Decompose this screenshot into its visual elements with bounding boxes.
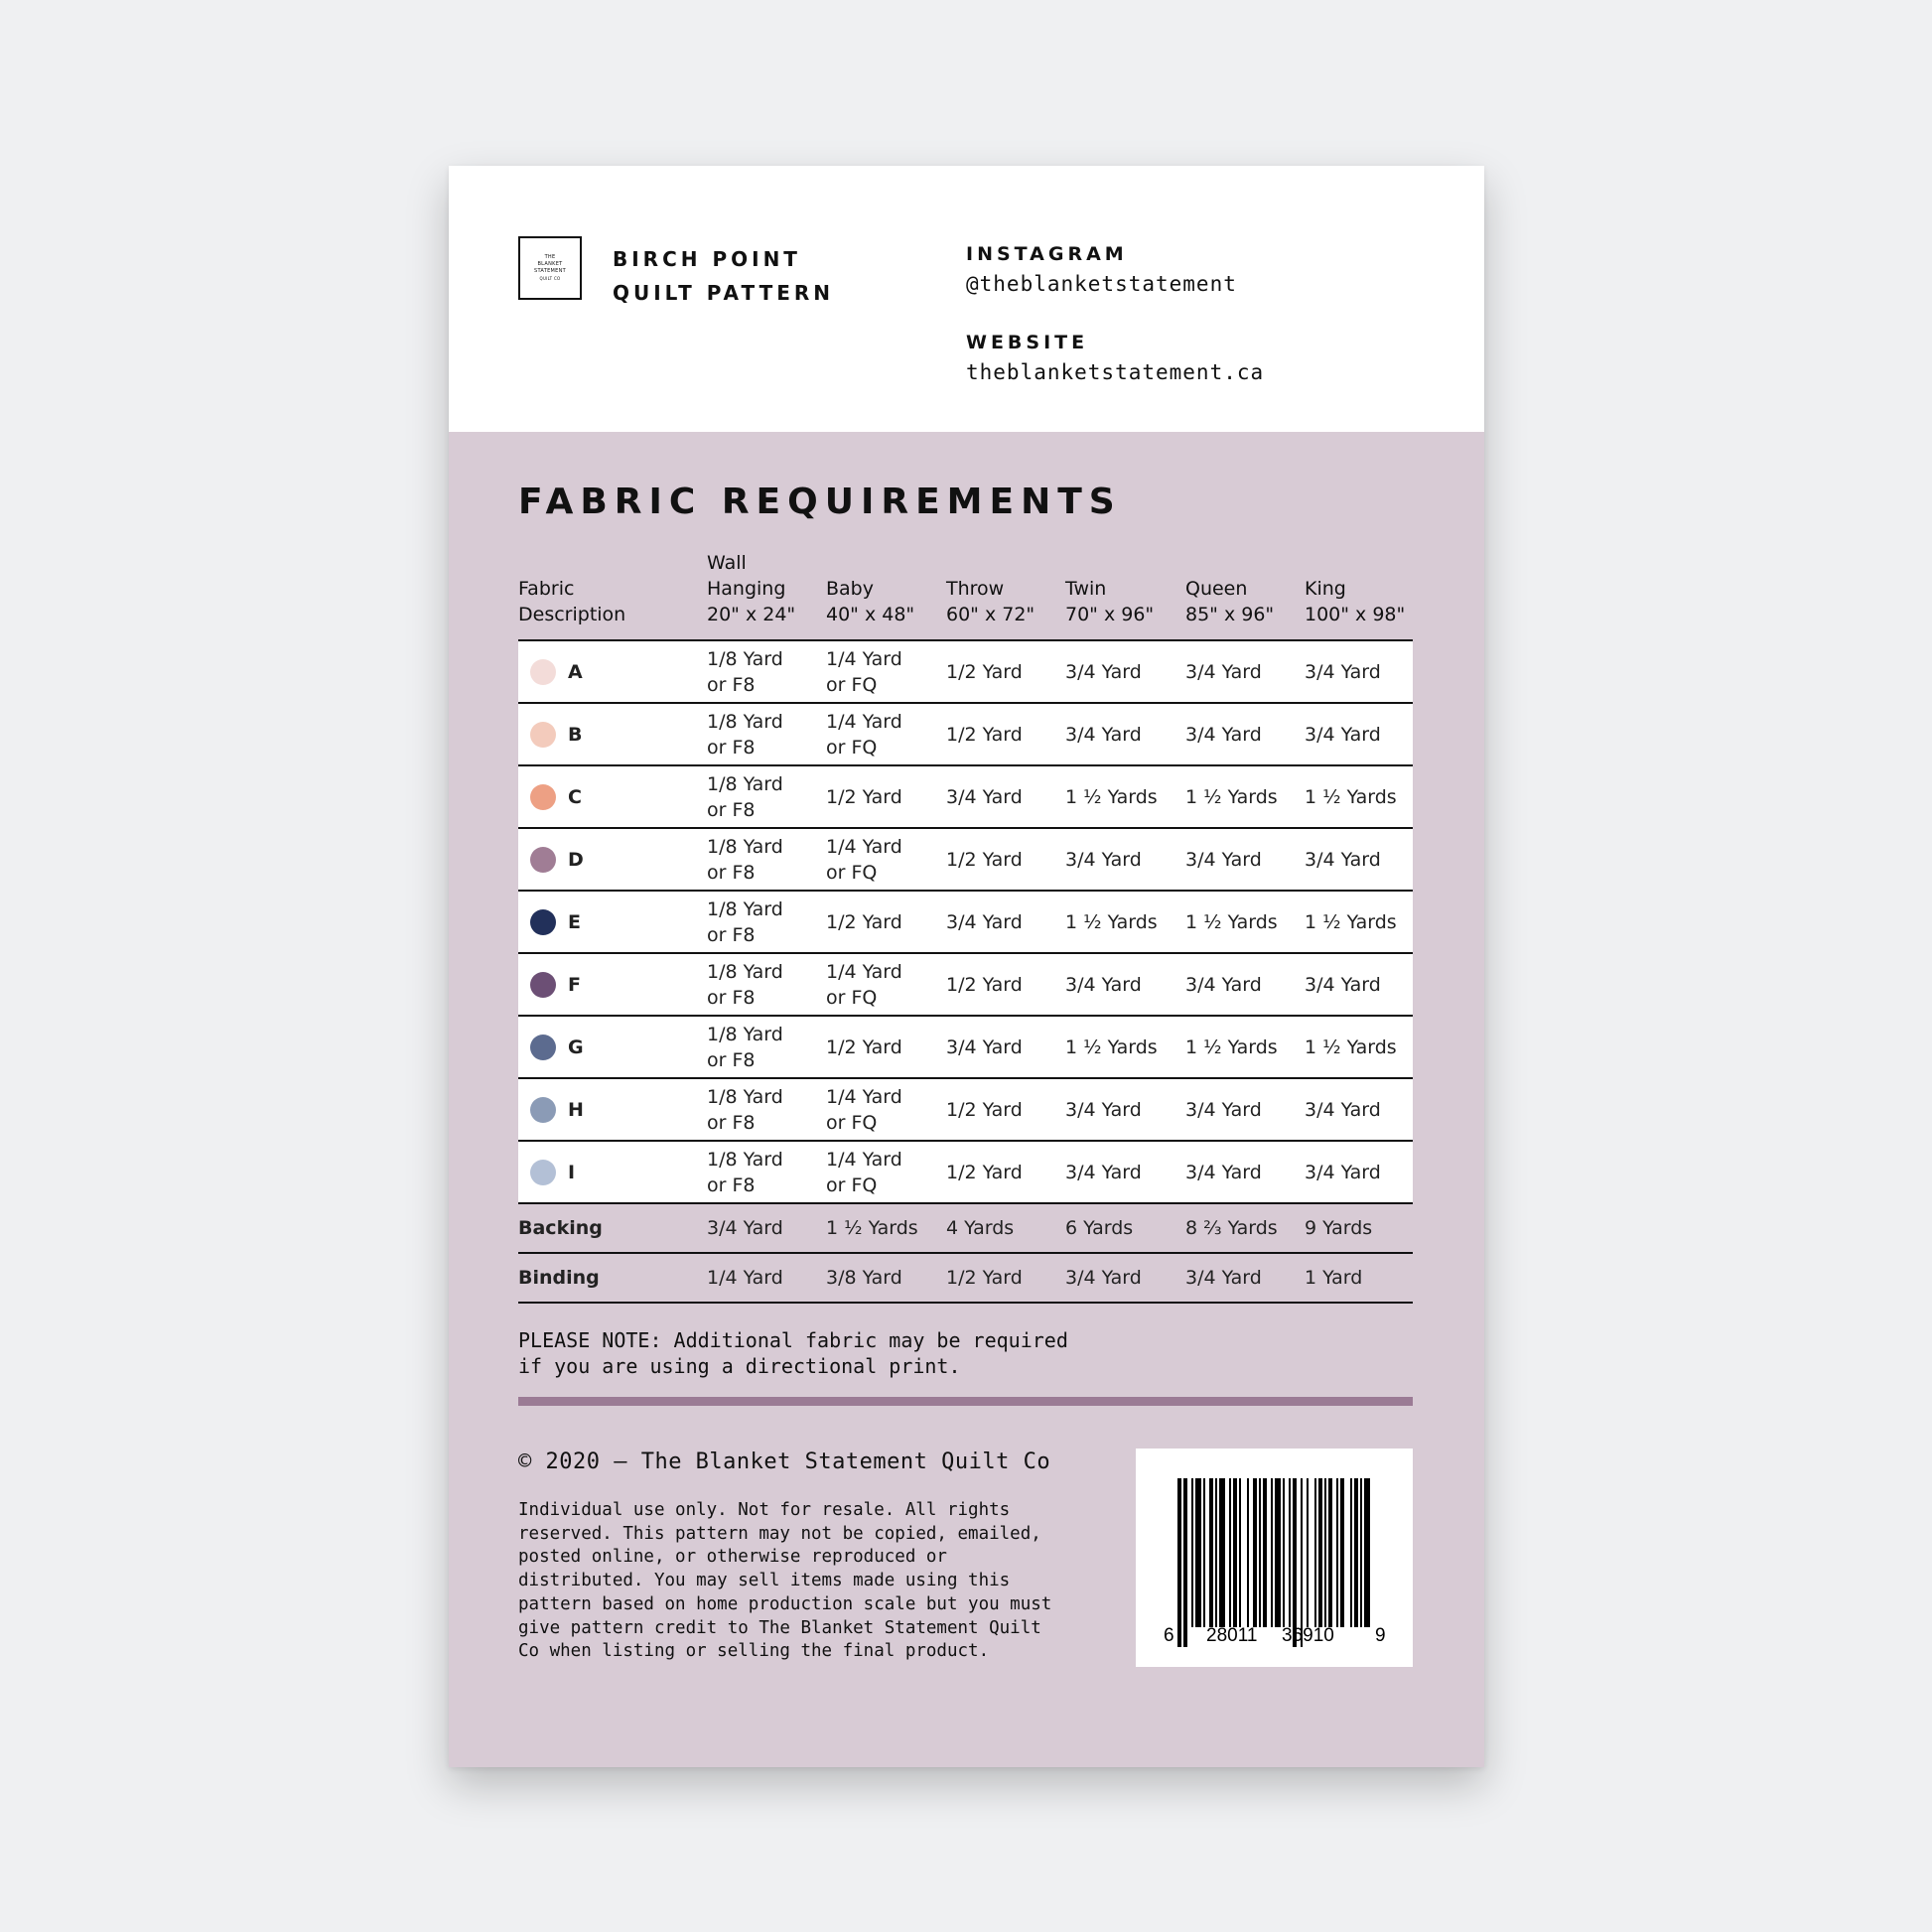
website-url: theblanketstatement.ca: [966, 360, 1265, 384]
barcode-bar: [1336, 1478, 1338, 1627]
fabric-letter: A: [568, 660, 583, 683]
cell-throw: 3/4 Yard: [946, 1016, 1065, 1078]
barcode-bar: [1307, 1478, 1309, 1627]
cell-queen: 3/4 Yard: [1185, 828, 1305, 891]
fabric-letter: I: [568, 1161, 576, 1183]
fabric-label: [518, 1097, 707, 1123]
logo-line: BLANKET: [537, 261, 563, 267]
column-header-baby: Baby 40" x 48": [826, 550, 946, 640]
cell-baby: 1 ½ Yards: [826, 1203, 946, 1253]
pattern-title: [613, 242, 834, 310]
row-label: Backing: [518, 1203, 707, 1253]
barcode-bar: [1215, 1478, 1217, 1627]
section-title: FABRIC REQUIREMENTS: [518, 482, 1122, 522]
cell-throw: 1/2 Yard: [946, 703, 1065, 765]
barcode-bar: [1239, 1478, 1241, 1627]
fabric-label: [518, 1035, 707, 1060]
cell-line: 1/8 Yard: [707, 835, 783, 858]
cell-queen: 1 ½ Yards: [1185, 891, 1305, 953]
fabric-label: [518, 784, 707, 810]
cell-line: or FQ: [826, 1173, 878, 1196]
legal-notice: [518, 1499, 1114, 1664]
cell-line: or F8: [707, 923, 756, 946]
legal-line: give pattern credit to The Blanket Statement Quilt: [518, 1617, 1041, 1638]
cell-queen: 3/4 Yard: [1185, 640, 1305, 703]
cell-king: 9 Yards: [1305, 1203, 1413, 1253]
cell-baby: [826, 891, 946, 953]
cell-line: or F8: [707, 673, 756, 696]
cell-wall: [707, 953, 826, 1016]
fabric-swatch: [530, 909, 556, 935]
column-header-king: King 100" x 98": [1305, 550, 1413, 640]
cell-line: 1/8 Yard: [707, 1023, 783, 1045]
cell-wall: [707, 1078, 826, 1141]
cell-queen: 8 ⅔ Yards: [1185, 1203, 1305, 1253]
cell-throw: 3/4 Yard: [946, 765, 1065, 828]
barcode-bar: [1324, 1478, 1326, 1627]
fabric-swatch: [530, 1097, 556, 1123]
fabric-label-cell: [518, 703, 707, 765]
fabric-swatch: [530, 1160, 556, 1185]
cell-line: or F8: [707, 986, 756, 1009]
fabric-letter: C: [568, 785, 582, 808]
note-line: PLEASE NOTE: Additional fabric may be required: [518, 1328, 1068, 1352]
header-panel: [449, 166, 1484, 432]
instagram-block: [966, 239, 1237, 299]
cell-line: or F8: [707, 736, 756, 759]
fabric-letter: H: [568, 1098, 584, 1121]
cell-line: or F8: [707, 798, 756, 821]
fabric-swatch: [530, 784, 556, 810]
barcode-bar: [1229, 1478, 1231, 1627]
cell-twin: 1 ½ Yards: [1065, 1016, 1185, 1078]
fabric-swatch: [530, 722, 556, 748]
cell-twin: 3/4 Yard: [1065, 1141, 1185, 1203]
barcode-bar: [1301, 1478, 1303, 1647]
cell-line: 1/4 Yard: [826, 710, 902, 733]
barcode-bar: [1314, 1478, 1316, 1627]
fabric-label-cell: [518, 1141, 707, 1203]
cell-wall: [707, 891, 826, 953]
pattern-card: [449, 166, 1484, 1767]
pattern-title-line2: QUILT PATTERN: [613, 281, 835, 305]
cell-queen: 3/4 Yard: [1185, 1141, 1305, 1203]
cell-baby: [826, 640, 946, 703]
cell-king: 3/4 Yard: [1305, 953, 1413, 1016]
column-header-fabric: Fabric Description: [518, 550, 707, 640]
cell-queen: 1 ½ Yards: [1185, 1016, 1305, 1078]
instagram-handle: @theblanketstatement: [966, 272, 1237, 296]
instagram-label: INSTAGRAM: [966, 243, 1128, 265]
cell-throw: 1/2 Yard: [946, 828, 1065, 891]
cell-line: 1/4 Yard: [826, 647, 902, 670]
fabric-label: [518, 972, 707, 998]
table-header-row: [518, 550, 1413, 640]
cell-throw: 1/2 Yard: [946, 1078, 1065, 1141]
cell-line: or FQ: [826, 736, 878, 759]
cell-twin: 3/4 Yard: [1065, 1078, 1185, 1141]
cell-queen: 1 ½ Yards: [1185, 765, 1305, 828]
copyright-line: © 2020 – The Blanket Statement Quilt Co: [518, 1449, 1051, 1474]
fabric-letter: B: [568, 723, 583, 746]
barcode-bar: [1350, 1478, 1352, 1627]
website-label: WEBSITE: [966, 332, 1089, 353]
barcode-bar: [1233, 1478, 1237, 1627]
table-row: [518, 703, 1413, 765]
cell-baby: [826, 765, 946, 828]
website-block: [966, 328, 1264, 387]
barcode-bar: [1183, 1478, 1187, 1647]
fabric-label-cell: [518, 1016, 707, 1078]
cell-wall: [707, 1016, 826, 1078]
table-row: [518, 1078, 1413, 1141]
fabric-label-cell: [518, 891, 707, 953]
fabric-swatch: [530, 847, 556, 873]
barcode-bar: [1177, 1478, 1181, 1647]
legal-line: pattern based on home production scale but you must: [518, 1593, 1052, 1614]
cell-king: 1 ½ Yards: [1305, 765, 1413, 828]
cell-king: 3/4 Yard: [1305, 640, 1413, 703]
cell-line: 1/4 Yard: [826, 960, 902, 983]
table-row: [518, 1203, 1413, 1253]
barcode-group-left: 28011: [1206, 1625, 1258, 1646]
cell-king: 3/4 Yard: [1305, 828, 1413, 891]
cell-line: or FQ: [826, 673, 878, 696]
cell-baby: [826, 828, 946, 891]
fabric-letter: G: [568, 1035, 584, 1058]
fabric-letter: F: [568, 973, 581, 996]
table-row: [518, 640, 1413, 703]
cell-line: 1/8 Yard: [707, 772, 783, 795]
cell-wall: [707, 703, 826, 765]
cell-baby: [826, 1016, 946, 1078]
cell-line: 1/8 Yard: [707, 710, 783, 733]
cell-king: 1 ½ Yards: [1305, 1016, 1413, 1078]
note-line: if you are using a directional print.: [518, 1354, 961, 1378]
cell-throw: 1/2 Yard: [946, 640, 1065, 703]
cell-throw: 4 Yards: [946, 1203, 1065, 1253]
cell-queen: 3/4 Yard: [1185, 1253, 1305, 1303]
barcode-group-right: 36910: [1282, 1625, 1334, 1646]
row-label: Binding: [518, 1253, 707, 1303]
barcode-bar: [1259, 1478, 1261, 1627]
logo-line: STATEMENT: [533, 268, 567, 274]
cell-line: 1/8 Yard: [707, 1085, 783, 1108]
cell-line: or FQ: [826, 1111, 878, 1134]
barcode-bars: [1177, 1478, 1370, 1647]
cell-line: or F8: [707, 1111, 756, 1134]
table-row: [518, 891, 1413, 953]
fabric-label-cell: [518, 1078, 707, 1141]
fabric-letter: D: [568, 848, 584, 871]
barcode-digit-last: 9: [1375, 1625, 1386, 1646]
cell-throw: 3/4 Yard: [946, 891, 1065, 953]
cell-line: or F8: [707, 1173, 756, 1196]
table-row: [518, 1016, 1413, 1078]
fabric-label: [518, 909, 707, 935]
cell-king: 1 ½ Yards: [1305, 891, 1413, 953]
cell-line: 1/8 Yard: [707, 960, 783, 983]
cell-queen: 3/4 Yard: [1185, 1078, 1305, 1141]
cell-throw: 1/2 Yard: [946, 1253, 1065, 1303]
cell-line: or FQ: [826, 861, 878, 884]
barcode-bar: [1293, 1478, 1297, 1647]
barcode-bar: [1340, 1478, 1344, 1627]
cell-line: 1/8 Yard: [707, 647, 783, 670]
cell-baby: [826, 1141, 946, 1203]
fabric-label-cell: [518, 765, 707, 828]
barcode-bar: [1253, 1478, 1257, 1627]
brand-logo: [518, 236, 582, 300]
cell-twin: 1 ½ Yards: [1065, 891, 1185, 953]
section-divider: [518, 1397, 1413, 1406]
cell-twin: 3/4 Yard: [1065, 828, 1185, 891]
directional-print-note: [518, 1327, 1068, 1379]
barcode-bar: [1283, 1478, 1285, 1627]
barcode-bar: [1271, 1478, 1273, 1627]
fabric-label-cell: [518, 828, 707, 891]
cell-line: 1/4 Yard: [826, 1148, 902, 1171]
fabric-label-cell: [518, 640, 707, 703]
barcode-bar: [1195, 1478, 1201, 1627]
cell-wall: [707, 1141, 826, 1203]
barcode-bar: [1354, 1478, 1358, 1627]
barcode-bar: [1360, 1478, 1362, 1627]
fabric-label: [518, 1160, 707, 1185]
pattern-title-line1: BIRCH POINT: [613, 247, 801, 271]
barcode-bar: [1364, 1478, 1370, 1627]
barcode-bar: [1289, 1478, 1291, 1627]
cell-king: 1 Yard: [1305, 1253, 1413, 1303]
cell-king: 3/4 Yard: [1305, 1141, 1413, 1203]
barcode-bar: [1328, 1478, 1332, 1627]
logo-line: QUILT CO: [539, 276, 561, 281]
cell-king: 3/4 Yard: [1305, 1078, 1413, 1141]
table-row: [518, 828, 1413, 891]
cell-twin: 3/4 Yard: [1065, 1253, 1185, 1303]
table-row: [518, 1253, 1413, 1303]
cell-wall: 1/4 Yard: [707, 1253, 826, 1303]
legal-line: Co when listing or selling the final product.: [518, 1641, 990, 1662]
cell-twin: 1 ½ Yards: [1065, 765, 1185, 828]
cell-king: 3/4 Yard: [1305, 703, 1413, 765]
cell-line: 1/4 Yard: [826, 835, 902, 858]
cell-queen: 3/4 Yard: [1185, 953, 1305, 1016]
barcode-bar: [1318, 1478, 1322, 1627]
cell-wall: [707, 828, 826, 891]
cell-line: 1/4 Yard: [826, 1085, 902, 1108]
fabric-label-cell: [518, 953, 707, 1016]
cell-twin: 6 Yards: [1065, 1203, 1185, 1253]
cell-baby: 3/8 Yard: [826, 1253, 946, 1303]
fabric-swatch: [530, 659, 556, 685]
fabric-swatch: [530, 1035, 556, 1060]
cell-wall: [707, 640, 826, 703]
fabric-table-body: [518, 640, 1413, 1303]
barcode: [1136, 1449, 1413, 1667]
legal-line: reserved. This pattern may not be copied, emailed,: [518, 1523, 1041, 1544]
legal-line: distributed. You may sell items made using this: [518, 1571, 1011, 1591]
fabric-letter: E: [568, 910, 581, 933]
barcode-bar: [1247, 1478, 1249, 1627]
logo-line: THE: [544, 254, 556, 260]
barcode-bar: [1263, 1478, 1267, 1627]
cell-wall: [707, 765, 826, 828]
cell-baby: [826, 953, 946, 1016]
barcode-bar: [1209, 1478, 1213, 1627]
cell-line: or FQ: [826, 986, 878, 1009]
column-header-throw: Throw 60" x 72": [946, 550, 1065, 640]
fabric-label: [518, 847, 707, 873]
cell-line: or F8: [707, 861, 756, 884]
table-row: [518, 765, 1413, 828]
barcode-bar: [1219, 1478, 1225, 1627]
column-header-wall-hanging: Wall Hanging 20" x 24": [707, 550, 826, 640]
fabric-requirements-table: [518, 550, 1413, 1304]
cell-line: 1/8 Yard: [707, 897, 783, 920]
cell-line: 1/8 Yard: [707, 1148, 783, 1171]
table-row: [518, 1141, 1413, 1203]
cell-twin: 3/4 Yard: [1065, 703, 1185, 765]
cell-throw: 1/2 Yard: [946, 953, 1065, 1016]
barcode-bar: [1191, 1478, 1193, 1627]
fabric-label: [518, 659, 707, 685]
cell-baby: [826, 703, 946, 765]
cell-queen: 3/4 Yard: [1185, 703, 1305, 765]
cell-wall: 3/4 Yard: [707, 1203, 826, 1253]
cell-line: 1/2 Yard: [826, 785, 902, 808]
cell-twin: 3/4 Yard: [1065, 953, 1185, 1016]
fabric-swatch: [530, 972, 556, 998]
barcode-graphic: [1136, 1449, 1413, 1667]
barcode-bar: [1275, 1478, 1281, 1627]
legal-line: Individual use only. Not for resale. All rights: [518, 1500, 1011, 1520]
fabric-label: [518, 722, 707, 748]
barcode-bar: [1203, 1478, 1205, 1627]
cell-line: or F8: [707, 1048, 756, 1071]
cell-twin: 3/4 Yard: [1065, 640, 1185, 703]
column-header-twin: Twin 70" x 96": [1065, 550, 1185, 640]
cell-line: 1/2 Yard: [826, 910, 902, 933]
legal-line: posted online, or otherwise reproduced or: [518, 1547, 947, 1568]
table-row: [518, 953, 1413, 1016]
cell-throw: 1/2 Yard: [946, 1141, 1065, 1203]
barcode-digit-first: 6: [1164, 1625, 1174, 1646]
column-header-queen: Queen 85" x 96": [1185, 550, 1305, 640]
cell-line: 1/2 Yard: [826, 1035, 902, 1058]
cell-baby: [826, 1078, 946, 1141]
